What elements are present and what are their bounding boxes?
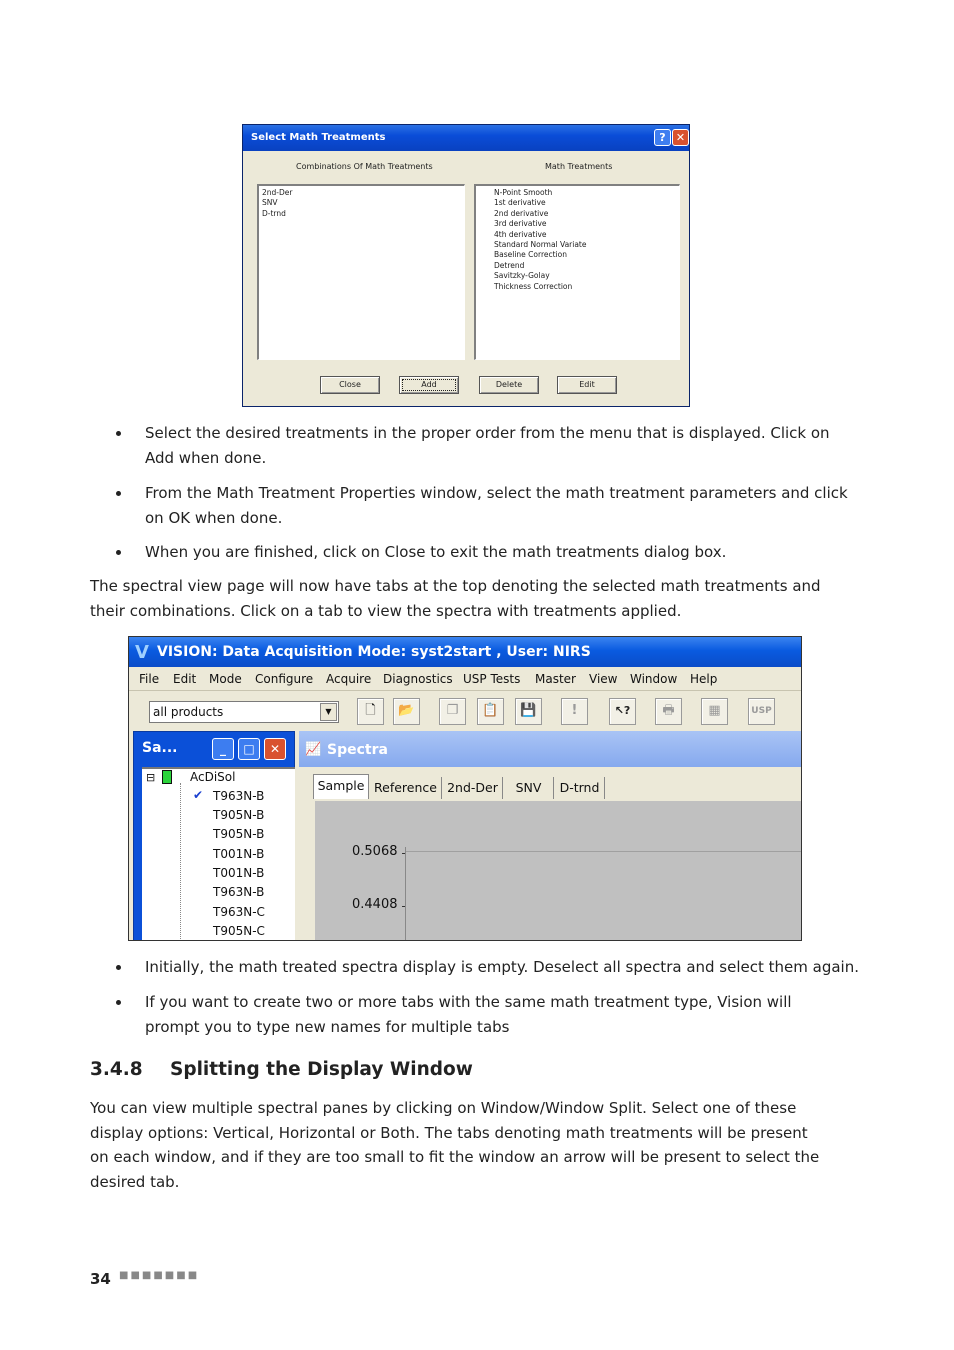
list-item[interactable]: N-Point Smooth [494, 188, 553, 197]
list-item[interactable]: Baseline Correction [494, 250, 567, 260]
treatments-list[interactable] [474, 184, 680, 360]
combinations-list[interactable] [257, 184, 465, 360]
menu-window[interactable]: Window [630, 672, 678, 686]
list-item[interactable]: D-trnd [262, 208, 286, 218]
bullet-text: From the Math Treatment Properties window, select the math treatment parameters and click on OK when done. [145, 484, 848, 527]
list-item[interactable]: Standard Normal Variate [494, 240, 587, 250]
tab-reference[interactable]: Reference [370, 777, 442, 799]
page-number: 34 [90, 1270, 111, 1288]
close-button[interactable]: Close [320, 376, 380, 394]
copy-icon[interactable]: ❐ [439, 698, 466, 725]
tree-connector [180, 783, 181, 941]
calculator-icon[interactable]: ▦ [701, 698, 728, 725]
spectra-plot-area[interactable] [315, 801, 802, 941]
bullet-text: Initially, the math treated spectra display is empty. Deselect all spectra and select them again. [145, 958, 859, 976]
menu-acquire[interactable]: Acquire [326, 672, 372, 686]
open-icon[interactable]: 📂 [393, 698, 420, 725]
menu-edit[interactable]: Edit [173, 672, 197, 686]
tree-item[interactable]: T905N-B [213, 827, 265, 841]
product-select-value: all products [153, 705, 224, 719]
help-icon[interactable]: ? [654, 129, 671, 146]
tree-collapse-icon[interactable]: ⊟ [146, 771, 156, 784]
dialog-titlebar [243, 125, 689, 151]
usp-icon[interactable]: USP [748, 698, 775, 725]
app-titlebar [129, 637, 801, 667]
samples-window-title: Sa... [142, 740, 178, 756]
save-icon[interactable]: 💾 [515, 698, 542, 725]
bullet-text: Select the desired treatments in the proper order from the menu that is displayed. Click on Add when done. [145, 424, 830, 467]
tab-sample[interactable]: Sample [313, 774, 369, 799]
tree-item[interactable]: T905N-B [213, 808, 265, 822]
tab-snv[interactable]: SNV [504, 777, 554, 799]
tab-d-trnd[interactable]: D-trnd [555, 777, 605, 799]
list-item[interactable]: 1st derivative [494, 198, 546, 208]
menu-view[interactable]: View [589, 672, 618, 686]
spectra-window-title: Spectra [327, 742, 388, 758]
menu-bar [129, 667, 801, 691]
list-item[interactable]: Detrend [494, 260, 525, 270]
app-title: VISION: Data Acquisition Mode: syst2start , User: NIRS [157, 644, 591, 660]
menu-help[interactable]: Help [690, 672, 718, 686]
combinations-header: Combinations Of Math Treatments [296, 162, 433, 171]
body-paragraph: The spectral view page will now have tabs at the top denoting the selected math treatments and their combinations. Click on a tab to view the spectra with treatments applied. [90, 577, 821, 620]
bullet-marker [116, 491, 121, 496]
close-icon[interactable]: ✕ [672, 129, 689, 146]
plot-gridline [405, 851, 802, 852]
menu-usp-tests[interactable]: USP Tests [463, 672, 521, 686]
check-icon: ✔ [193, 788, 204, 802]
vision-window-screenshot [128, 636, 802, 941]
list-item[interactable]: 3rd derivative [494, 219, 547, 229]
bullet-text: If you want to create two or more tabs with the same math treatment type, Vision will prompt you to type new names for multiple tabs [145, 993, 792, 1036]
tree-item[interactable]: T963N-C [213, 905, 265, 919]
toolbar [129, 692, 801, 730]
tree-item[interactable]: T001N-B [213, 847, 265, 861]
product-select[interactable] [149, 701, 339, 723]
plot-y-axis [405, 847, 406, 941]
body-paragraph: You can view multiple spectral panes by clicking on Window/Window Split. Select one of these display options: Vertical, Horizontal or Both. The tabs denoting math treatments will be present on each window, and if they are too small to fit the window an arrow will be present to select the desired tab. [90, 1099, 820, 1191]
new-icon[interactable]: 🗋 [357, 698, 384, 725]
bullet-marker [116, 1000, 121, 1005]
list-item[interactable]: 4th derivative [494, 229, 547, 239]
samples-window [133, 731, 295, 941]
minimize-icon[interactable]: _ [212, 738, 234, 760]
menu-master[interactable]: Master [535, 672, 576, 686]
menu-file[interactable]: File [139, 672, 160, 686]
chart-icon: 📈 [305, 742, 322, 757]
help-pointer-icon[interactable]: ↖? [609, 698, 636, 725]
tree-item[interactable]: T001N-B [213, 866, 265, 880]
list-item[interactable]: Savitzky-Golay [494, 271, 550, 281]
warning-icon[interactable]: ! [561, 698, 588, 725]
edit-button[interactable]: Edit [557, 376, 617, 394]
tree-item[interactable]: T905N-C [213, 924, 265, 938]
menu-configure[interactable]: Configure [255, 672, 314, 686]
sample-tree [142, 767, 295, 941]
section-number: 3.4.8 [90, 1059, 143, 1080]
print-icon[interactable]: 🖶 [655, 698, 682, 725]
tree-item[interactable]: T963N-B [213, 789, 265, 803]
y-tick-label: 0.5068 [352, 844, 398, 859]
close-icon[interactable]: ✕ [264, 738, 286, 760]
y-tick-mark [402, 853, 405, 854]
menu-mode[interactable]: Mode [209, 672, 242, 686]
bullet-marker [116, 965, 121, 970]
menu-diagnostics[interactable]: Diagnostics [383, 672, 453, 686]
product-icon [162, 770, 172, 784]
clipboard-icon[interactable]: 📋 [477, 698, 504, 725]
tree-root[interactable]: AcDiSol [190, 770, 236, 784]
list-item[interactable]: 2nd-Der [262, 188, 293, 197]
bullet-text: When you are finished, click on Close to exit the math treatments dialog box. [145, 543, 727, 561]
spectra-titlebar [299, 731, 802, 767]
list-item[interactable]: Thickness Correction [494, 281, 573, 291]
delete-button[interactable]: Delete [479, 376, 539, 394]
page-dots-decoration: ■■■■■■■ [119, 1270, 200, 1281]
list-item[interactable]: SNV [262, 198, 278, 208]
y-tick-mark [402, 906, 405, 907]
treatments-header: Math Treatments [545, 162, 613, 171]
maximize-icon[interactable]: □ [238, 738, 260, 760]
bullet-marker [116, 550, 121, 555]
tab-2nd-der[interactable]: 2nd-Der [443, 777, 503, 799]
tree-item[interactable]: T963N-B [213, 885, 265, 899]
add-button[interactable]: Add [399, 376, 459, 394]
section-title: Splitting the Display Window [170, 1059, 473, 1080]
list-item[interactable]: 2nd derivative [494, 208, 549, 218]
select-math-treatments-dialog [242, 124, 690, 407]
y-tick-label: 0.4408 [352, 897, 398, 912]
chevron-down-icon[interactable]: ▼ [320, 703, 337, 721]
vision-logo-icon: V [135, 642, 149, 663]
dialog-title: Select Math Treatments [251, 132, 386, 143]
bullet-marker [116, 431, 121, 436]
